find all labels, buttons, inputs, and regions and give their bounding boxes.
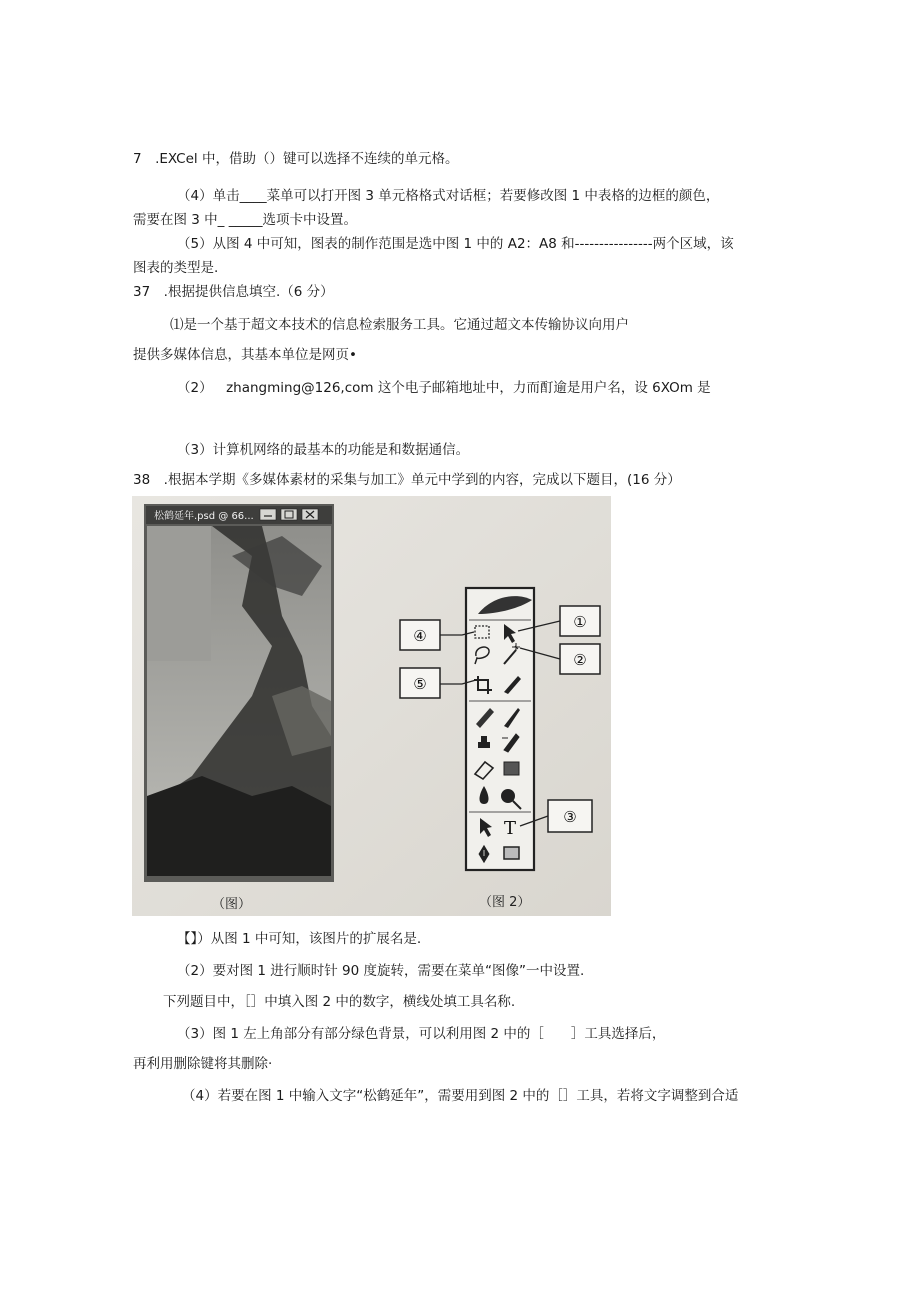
window-control-buttons bbox=[260, 509, 318, 520]
question-38-1: 【】）从图 1 中可知，该图片的扩展名是. bbox=[177, 931, 422, 947]
question-5-line2: 图表的类型是. bbox=[133, 260, 219, 276]
svg-text:⑤: ⑤ bbox=[413, 675, 427, 693]
shape-tool-icon bbox=[504, 847, 519, 859]
question-38-2: （2）要对图 1 进行顺时针 90 度旋转，需要在菜单“图像”一中设置. bbox=[177, 963, 585, 979]
question-7: 7 .EXCel 中，借助（）键可以选择不连续的单元格。 bbox=[133, 151, 459, 167]
question-38-note: 下列题目中，［］中填入图 2 中的数字，横线处填工具名称. bbox=[163, 994, 516, 1010]
green-background-area bbox=[147, 526, 211, 661]
window-title: 松鹤延年.psd @ 66... bbox=[154, 511, 254, 522]
svg-text:②: ② bbox=[573, 651, 587, 669]
text-tool-icon: T bbox=[504, 818, 517, 839]
question-37-heading: 37 .根据提供信息填空.（6 分） bbox=[133, 284, 334, 300]
question-37-2: （2） zhangming@126,com 这个电子邮箱地址中，力而酊逾是用户名，设 6XOm 是 bbox=[177, 380, 711, 396]
svg-text:④: ④ bbox=[413, 627, 427, 645]
question-37-1-line2: 提供多媒体信息，其基本单位是网页• bbox=[133, 347, 357, 363]
question-38-4: （4）若要在图 1 中输入文字“松鹤延年”，需要用到图 2 中的［］工具，若将文字调整到合适 bbox=[182, 1088, 739, 1104]
figure2-toolbox bbox=[466, 588, 534, 910]
question-4-line2: 需要在图 3 中_ _____选项卡中设置。 bbox=[133, 212, 357, 228]
figure1-window bbox=[144, 504, 334, 912]
question-37-1-line1: ⑴是一个基于超文本技术的信息检索服务工具。它通过超文本传输协议向用户 bbox=[170, 317, 629, 333]
gradient-tool-icon bbox=[504, 762, 519, 775]
caption-figure2: （图 2） bbox=[479, 895, 531, 910]
question-37-3: （3）计算机网络的最基本的功能是和数据通信。 bbox=[177, 442, 470, 458]
svg-text:①: ① bbox=[573, 613, 587, 631]
question-38-heading: 38 .根据本学期《多媒体素材的采集与加工》单元中学到的内容，完成以下题目，(16 分） bbox=[133, 472, 681, 488]
question-5-line1: （5）从图 4 中可知，图表的制作范围是选中图 1 中的 A2：A8 和----------------两个区域，该 bbox=[177, 236, 734, 252]
question-38-figure bbox=[132, 496, 611, 916]
question-38-3-line1: （3）图 1 左上角部分有部分绿色背景，可以利用图 2 中的［ ］工具选择后， bbox=[177, 1026, 666, 1042]
question-4-line1: （4）单击____菜单可以打开图 3 单元格格式对话框；若要修改图 1 中表格的边框的颜色， bbox=[177, 188, 720, 204]
svg-text:③: ③ bbox=[563, 808, 577, 826]
question-38-3-line2: 再利用删除键将其删除· bbox=[133, 1056, 273, 1072]
caption-figure1: （图） bbox=[212, 897, 252, 912]
